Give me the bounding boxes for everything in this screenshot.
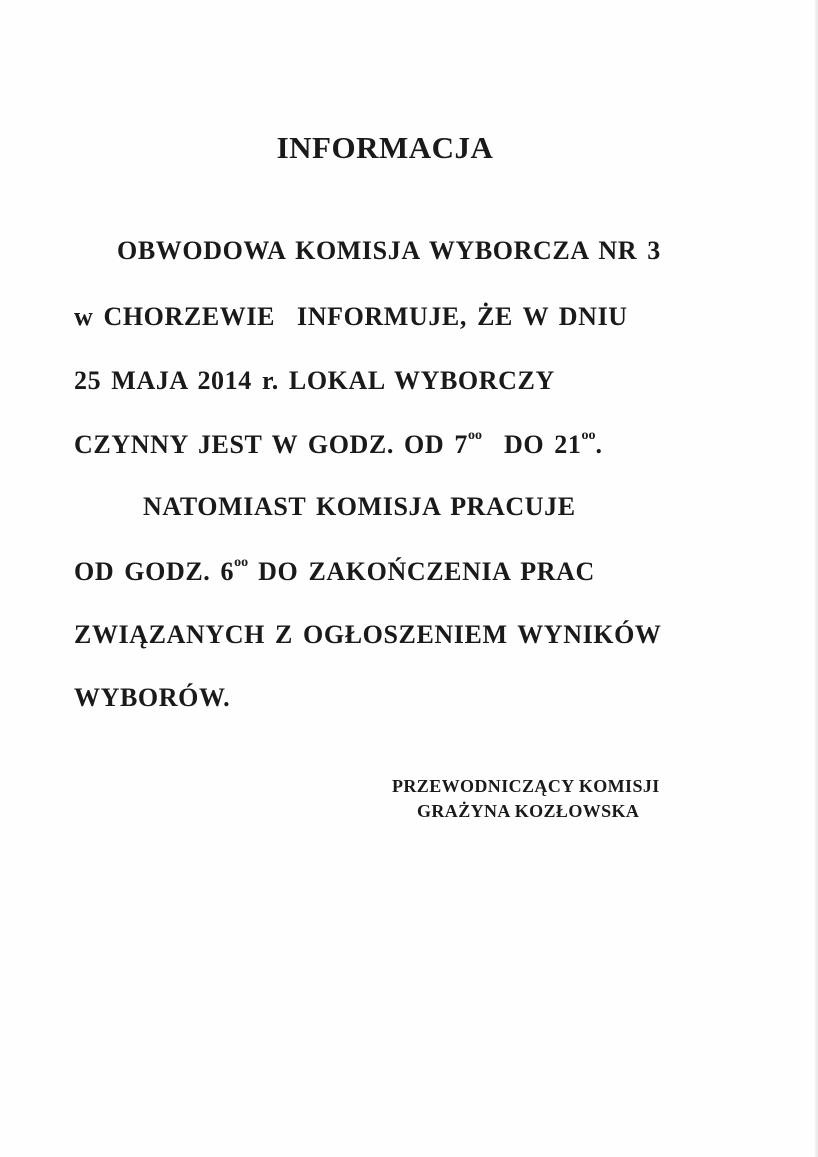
body-line-3: 25 MAJA 2014 r. LOKAL WYBORCZY — [74, 366, 555, 395]
body-line-8: WYBORÓW. — [74, 683, 231, 712]
signature-role: PRZEWODNICZĄCY KOMISJI — [392, 776, 660, 796]
body-line-1: OBWODOWA KOMISJA WYBORCZA NR 3 — [117, 236, 661, 265]
hour-superscript-commission: oo — [234, 555, 249, 570]
document-title: INFORMACJA — [276, 130, 494, 165]
hour-superscript-close: oo — [581, 428, 596, 443]
body-line-4-text-b: DO 21 — [503, 430, 582, 459]
body-line-2 — [74, 302, 628, 332]
body-line-6-text-b: DO ZAKOŃCZENIA PRAC — [248, 557, 595, 586]
hour-superscript-open: oo — [467, 428, 482, 443]
signature-name: GRAŻYNA KOZŁOWSKA — [417, 801, 640, 821]
body-line-4-text-a: CZYNNY JEST W GODZ. OD 7 — [74, 430, 468, 459]
body-line-6-text-a: OD GODZ. 6 — [74, 557, 235, 586]
body-line-7: ZWIĄZANYCH Z OGŁOSZENIEM WYNIKÓW — [74, 620, 662, 649]
body-line-6 — [74, 557, 595, 587]
body-line-2-part-b: INFORMUJE, ŻE W DNIU — [297, 302, 628, 331]
body-line-5: NATOMIAST KOMISJA PRACUJE — [143, 492, 576, 521]
body-line-4-end: . — [595, 430, 603, 459]
body-line-2-part-a: w CHORZEWIE — [74, 302, 276, 331]
body-line-4 — [74, 430, 603, 460]
